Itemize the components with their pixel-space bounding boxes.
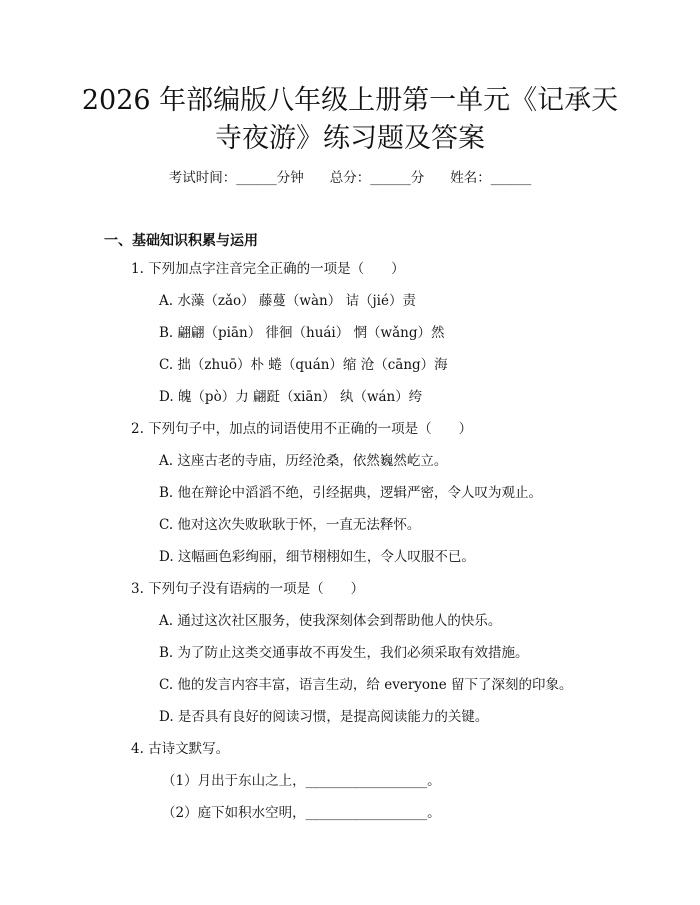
question-2-option-c: C. 他对这次失败耿耿于怀，一直无法释怀。	[159, 517, 421, 533]
question-4-item-2: （2）庭下如积水空明，__________________。	[162, 805, 441, 821]
question-1-option-d: D. 魄（pò）力 翩跹（xiān） 纨（wán）绔	[159, 389, 423, 405]
question-3-stem: 3. 下列句子没有语病的一项是（ ）	[131, 581, 365, 597]
question-1-option-b: B. 翩翩（piān） 徘徊（huái） 惘（wǎng）然	[159, 325, 445, 341]
question-2-option-b: B. 他在辩论中滔滔不绝，引经据典，逻辑严密，令人叹为观止。	[159, 485, 543, 501]
exam-info	[0, 168, 700, 188]
question-1-option-c: C. 拙（zhuō）朴 蜷（quán）缩 沧（cāng）海	[159, 357, 448, 373]
document-title-line-1: 2026 年部编版八年级上册第一单元《记承天	[81, 85, 619, 116]
section-heading: 一、基础知识积累与运用	[104, 233, 258, 249]
question-1-stem: 1. 下列加点字注音完全正确的一项是（ ）	[131, 261, 405, 277]
document-title-line-2: 寺夜游》练习题及答案	[215, 123, 485, 154]
question-3-option-a: A. 通过这次社区服务，使我深刻体会到帮助他人的快乐。	[159, 613, 502, 629]
question-4-item-1: （1）月出于东山之上，__________________。	[162, 773, 441, 789]
question-2-option-d: D. 这幅画色彩绚丽，细节栩栩如生，令人叹服不已。	[159, 549, 475, 565]
question-1-option-a: A. 水藻（zǎo） 藤蔓（wàn） 诘（jié）责	[159, 293, 416, 309]
question-4-stem: 4. 古诗文默写。	[131, 741, 230, 757]
question-3-option-d: D. 是否具有良好的阅读习惯，是提高阅读能力的关键。	[159, 709, 489, 725]
name-field: 姓名：______	[450, 170, 532, 186]
question-2-option-a: A. 这座古老的寺庙，历经沧桑，依然巍然屹立。	[159, 453, 448, 469]
total-score-field: 总分：______分	[329, 170, 425, 186]
question-2-stem: 2. 下列句子中，加点的词语使用不正确的一项是（ ）	[131, 421, 473, 437]
question-3-option-c: C. 他的发言内容丰富，语言生动，给 everyone 留下了深刻的印象。	[159, 677, 573, 693]
question-3-option-b: B. 为了防止这类交通事故不再发生，我们必须采取有效措施。	[159, 645, 529, 661]
exam-time-field: 考试时间：______分钟	[168, 170, 304, 186]
